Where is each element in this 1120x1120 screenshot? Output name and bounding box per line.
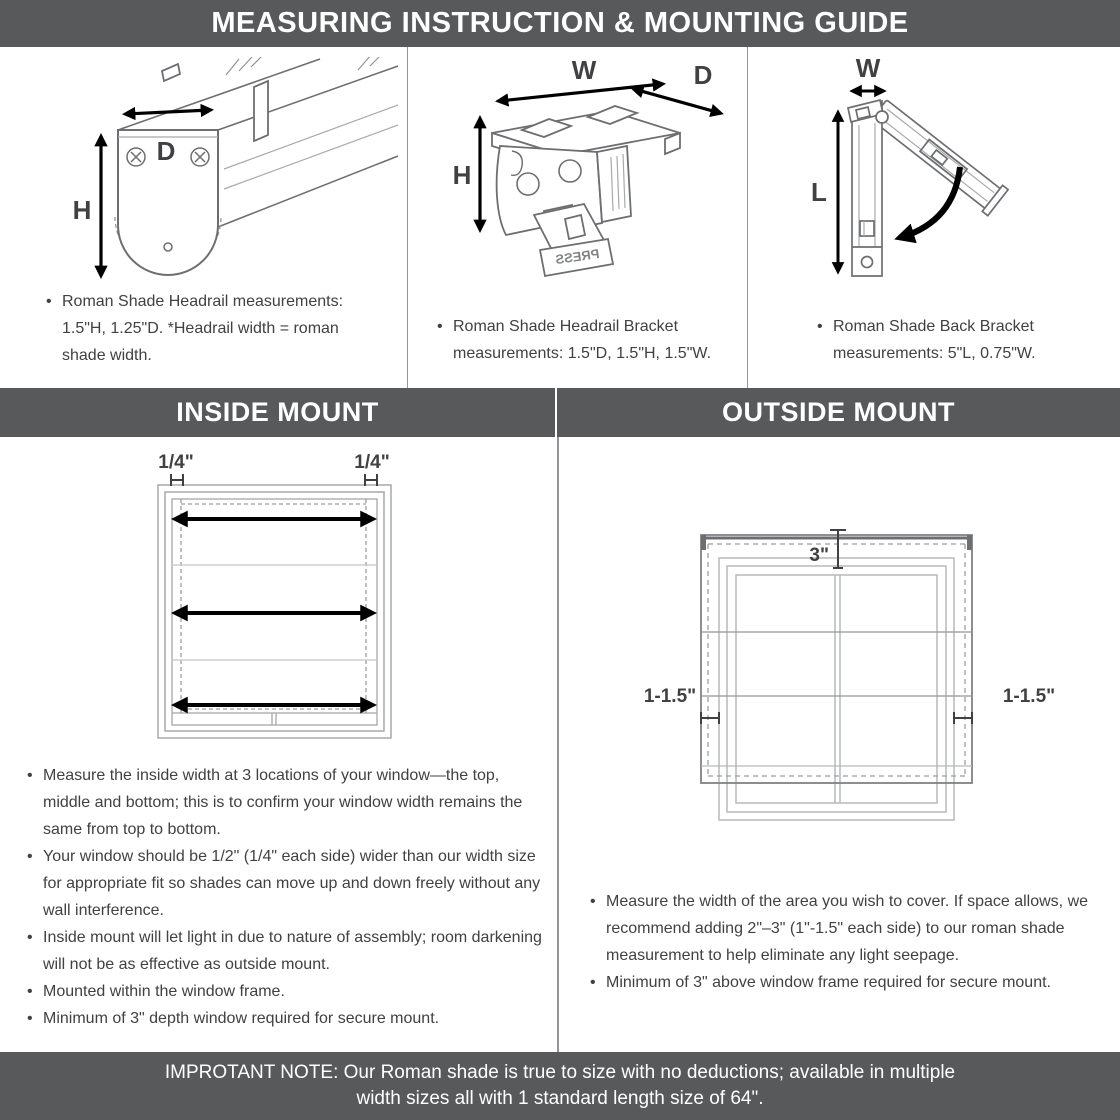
list-item: • Minimum of 3" above window frame required for secure mount. xyxy=(589,969,1108,996)
headrail-section xyxy=(0,47,408,388)
right-gap-label: 1/4" xyxy=(354,452,390,473)
shade-fold-lines xyxy=(701,632,972,696)
outside-mount-bullets xyxy=(559,888,1120,996)
headrail-diagram xyxy=(58,57,398,302)
inside-mount-diagram xyxy=(128,442,428,752)
back-bracket-body xyxy=(848,100,888,276)
headrail-endcap-tab xyxy=(967,535,972,550)
page-title: MEASURING INSTRUCTION & MOUNTING GUIDE xyxy=(211,7,909,39)
width-label: W xyxy=(571,55,597,85)
back-bracket-note: • Roman Shade Back Bracket measurements: 5"L, 0.75"W. xyxy=(816,313,1095,367)
headrail-bracket-diagram xyxy=(422,51,732,301)
height-label: H xyxy=(452,160,472,190)
inside-mount-title: INSIDE MOUNT xyxy=(176,397,379,427)
list-item: • Minimum of 3" depth window required for secure mount. xyxy=(26,1005,545,1032)
page-header xyxy=(0,0,1120,47)
headrail-bracket-section xyxy=(408,47,748,388)
top-gap-label: 3" xyxy=(809,545,829,566)
right-gap-label: 1-1.5" xyxy=(1002,686,1056,707)
rotating-rail xyxy=(869,97,1008,216)
depth-label: D xyxy=(156,136,176,166)
measurements-row xyxy=(0,47,1120,388)
outside-mount-panel xyxy=(557,437,1120,1052)
inside-mount-header xyxy=(0,388,557,437)
width-arrow-icon xyxy=(499,84,662,101)
headrail-endcap-tab xyxy=(701,535,706,550)
mount-details-row xyxy=(0,437,1120,1052)
back-bracket-section xyxy=(748,47,1119,388)
back-bracket-diagram xyxy=(786,51,1066,301)
headrail-bracket-note: • Roman Shade Headrail Bracket measurements: 1.5"D, 1.5"H, 1.5"W. xyxy=(436,313,753,367)
press-tab-label: PRESS xyxy=(554,246,601,268)
depth-label: D xyxy=(693,60,713,90)
outside-mount-header xyxy=(557,388,1120,437)
side-gap-brackets xyxy=(701,712,972,724)
depth-arrow-icon xyxy=(634,89,720,113)
roman-shade xyxy=(701,535,972,783)
length-label: L xyxy=(811,177,827,207)
list-item: • Your window should be 1/2" (1/4" each side) wider than our width size for appropriate fit so shades can move up and down freely without any wall interference. xyxy=(26,843,545,924)
mount-section-headers xyxy=(0,388,1120,437)
footer-note-bar xyxy=(0,1052,1120,1120)
footer-note: IMPROTANT NOTE: Our Roman shade is true to size with no deductions; available in multiple width sizes all with 1 standard length size of 64". xyxy=(164,1062,956,1109)
headrail-note: • Roman Shade Headrail measurements: 1.5"H, 1.25"D. *Headrail width = roman shade width. xyxy=(45,288,364,369)
mounting-surface-hatch xyxy=(226,57,383,75)
list-item: • Measure the width of the area you wish to cover. If space allows, we recommend adding 2"–3" (1"-1.5" each side) to our roman shade measurement to help eliminate any light seepage. xyxy=(589,888,1108,969)
height-label: H xyxy=(72,195,92,225)
depth-arrow-icon xyxy=(126,110,210,114)
inside-mount-panel xyxy=(0,437,557,1052)
outside-mount-title: OUTSIDE MOUNT xyxy=(722,397,955,427)
window-frame xyxy=(719,558,954,820)
gap-brackets xyxy=(171,474,377,486)
list-item: • Inside mount will let light in due to nature of assembly; room darkening will not be as effective as outside mount. xyxy=(26,924,545,978)
left-gap-label: 1-1.5" xyxy=(643,686,697,707)
outside-mount-diagram xyxy=(639,510,1059,840)
width-label: W xyxy=(855,53,881,83)
left-gap-label: 1/4" xyxy=(158,452,194,473)
list-item: • Measure the inside width at 3 locations of your window—the top, middle and bottom; this is to confirm your window width remains the same from top to bottom. xyxy=(26,762,545,843)
list-item: • Mounted within the window frame. xyxy=(26,978,545,1005)
inside-mount-bullets xyxy=(0,762,557,1032)
